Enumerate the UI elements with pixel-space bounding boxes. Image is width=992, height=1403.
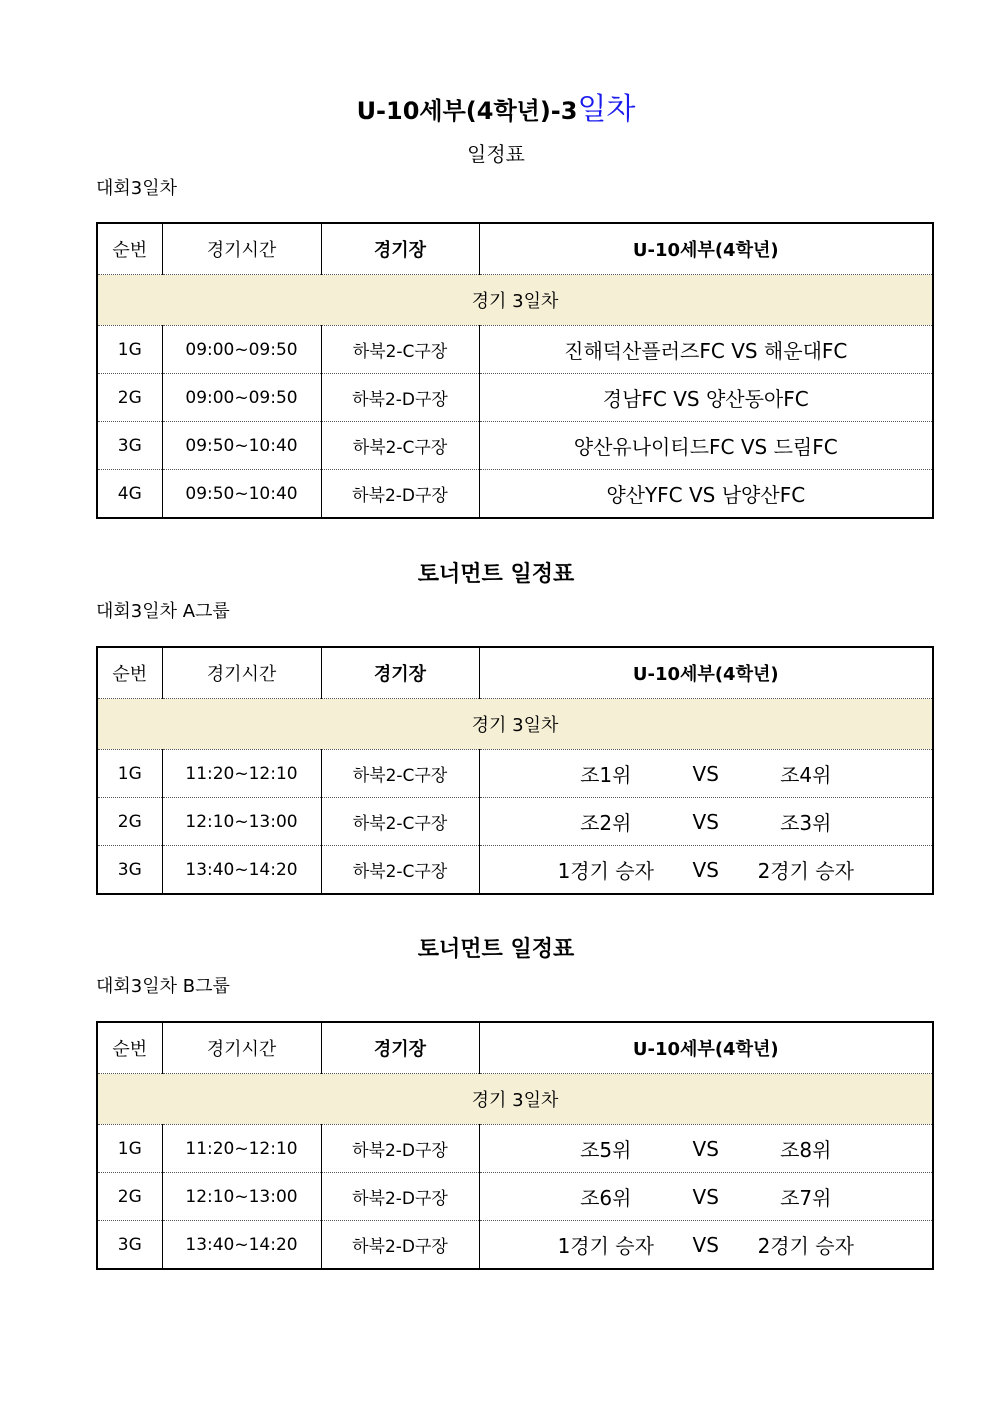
team2: 조3위 — [780, 811, 832, 835]
day-label: 경기 3일차 — [97, 275, 933, 326]
table-row — [97, 1221, 933, 1270]
cell-match: 양산유나이티드FC VS 드림FC — [479, 422, 933, 470]
header-no: 순번 — [97, 647, 162, 699]
cell-time: 11:20~12:10 — [162, 1125, 321, 1173]
cell-match: 양산YFC VS 남양산FC — [479, 470, 933, 519]
cell-time: 09:50~10:40 — [162, 470, 321, 519]
cell-venue: 하북2-D구장 — [321, 1125, 479, 1173]
page-title — [0, 90, 992, 130]
day-row — [97, 1074, 933, 1125]
team1: 조2위 — [580, 811, 632, 835]
cell-no: 3G — [97, 1221, 162, 1270]
table-row — [97, 798, 933, 846]
cell-venue: 하북2-D구장 — [321, 1221, 479, 1270]
cell-venue: 하북2-D구장 — [321, 374, 479, 422]
cell-match: 경남FC VS 양산동아FC — [479, 374, 933, 422]
table-row — [97, 326, 933, 374]
cell-time: 13:40~14:20 — [162, 1221, 321, 1270]
header-time: 경기시간 — [162, 223, 321, 275]
cell-match — [479, 1221, 933, 1270]
cell-time: 09:00~09:50 — [162, 374, 321, 422]
vs-label: VS — [692, 857, 719, 882]
cell-time: 09:50~10:40 — [162, 422, 321, 470]
cell-venue: 하북2-D구장 — [321, 470, 479, 519]
tournament-table-b — [96, 1021, 934, 1270]
vs-label: VS — [692, 761, 719, 786]
cell-venue: 하북2-D구장 — [321, 1173, 479, 1221]
table-header-row — [97, 223, 933, 275]
vs-label: VS — [692, 809, 719, 834]
team1: 조5위 — [580, 1138, 632, 1162]
cell-time: 11:20~12:10 — [162, 750, 321, 798]
cell-match — [479, 1125, 933, 1173]
cell-time: 13:40~14:20 — [162, 846, 321, 895]
cell-no: 2G — [97, 374, 162, 422]
team1: 조1위 — [580, 763, 632, 787]
cell-venue: 하북2-C구장 — [321, 750, 479, 798]
header-division: U-10세부(4학년) — [479, 647, 933, 699]
header-no: 순번 — [97, 1022, 162, 1074]
cell-match — [479, 750, 933, 798]
cell-venue: 하북2-C구장 — [321, 326, 479, 374]
cell-no: 3G — [97, 422, 162, 470]
cell-no: 2G — [97, 1173, 162, 1221]
cell-no: 2G — [97, 798, 162, 846]
team1: 조6위 — [580, 1186, 632, 1210]
header-no: 순번 — [97, 223, 162, 275]
table-row — [97, 422, 933, 470]
header-division: U-10세부(4학년) — [479, 223, 933, 275]
cell-venue: 하북2-C구장 — [321, 798, 479, 846]
cell-time: 09:00~09:50 — [162, 326, 321, 374]
table-row — [97, 374, 933, 422]
day-label: 경기 3일차 — [97, 1074, 933, 1125]
header-division: U-10세부(4학년) — [479, 1022, 933, 1074]
team1: 1경기 승자 — [557, 859, 654, 883]
tournament-table-a — [96, 646, 934, 895]
tournament-title-b: 토너먼트 일정표 — [417, 937, 575, 962]
cell-no: 1G — [97, 326, 162, 374]
day-row — [97, 275, 933, 326]
tournament-title-a: 토너먼트 일정표 — [417, 562, 575, 587]
cell-match — [479, 1173, 933, 1221]
cell-venue: 하북2-C구장 — [321, 846, 479, 895]
caption-group-b: 대회3일차 B그룹 — [96, 976, 230, 997]
header-venue: 경기장 — [321, 223, 479, 275]
cell-time: 12:10~13:00 — [162, 798, 321, 846]
caption-group-a: 대회3일차 A그룹 — [96, 601, 230, 622]
header-time: 경기시간 — [162, 647, 321, 699]
team2: 조8위 — [780, 1138, 832, 1162]
page-subtitle: 일정표 — [467, 142, 525, 166]
table-row — [97, 750, 933, 798]
header-time: 경기시간 — [162, 1022, 321, 1074]
title-accent: 일차 — [577, 92, 636, 127]
header-venue: 경기장 — [321, 647, 479, 699]
vs-label: VS — [692, 1184, 719, 1209]
cell-time: 12:10~13:00 — [162, 1173, 321, 1221]
team2: 2경기 승자 — [757, 859, 854, 883]
schedule-table-group — [96, 222, 934, 519]
table-header-row — [97, 647, 933, 699]
cell-match: 진해덕산플러즈FC VS 해운대FC — [479, 326, 933, 374]
cell-match — [479, 798, 933, 846]
cell-no: 1G — [97, 1125, 162, 1173]
cell-venue: 하북2-C구장 — [321, 422, 479, 470]
team2: 조4위 — [780, 763, 832, 787]
day-label: 경기 3일차 — [97, 699, 933, 750]
team2: 2경기 승자 — [757, 1234, 854, 1258]
team1: 1경기 승자 — [557, 1234, 654, 1258]
table-row — [97, 470, 933, 519]
vs-label: VS — [692, 1232, 719, 1257]
table-row — [97, 1173, 933, 1221]
cell-no: 1G — [97, 750, 162, 798]
vs-label: VS — [692, 1136, 719, 1161]
cell-no: 3G — [97, 846, 162, 895]
table-row — [97, 846, 933, 895]
table-row — [97, 1125, 933, 1173]
table-header-row — [97, 1022, 933, 1074]
team2: 조7위 — [780, 1186, 832, 1210]
cell-match — [479, 846, 933, 895]
header-venue: 경기장 — [321, 1022, 479, 1074]
day-row — [97, 699, 933, 750]
title-main: U-10세부(4학년)-3 — [356, 97, 578, 125]
cell-no: 4G — [97, 470, 162, 519]
caption-day3: 대회3일차 — [96, 178, 178, 199]
